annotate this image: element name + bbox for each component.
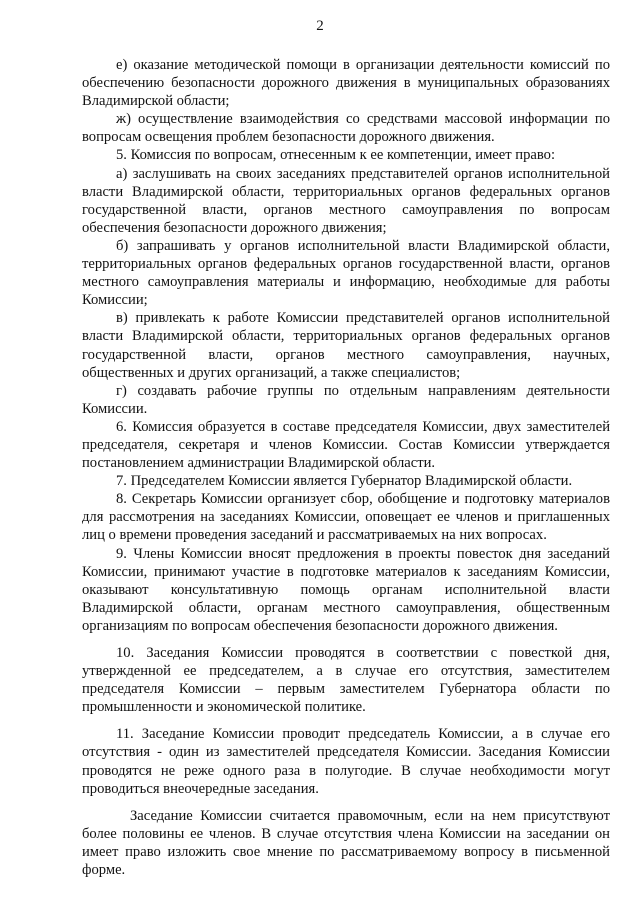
paragraph-5: 5. Комиссия по вопросам, отнесенным к ее компетенции, имеет право: bbox=[116, 147, 556, 164]
paragraph-5b: б) запрашивать у органов исполнительной власти Владимирской области, территориальных органов федеральных органов государственной власти, органов местного самоуправления материалы и информацию, необходимые для работы Комиссии; bbox=[82, 237, 610, 309]
document-body bbox=[82, 56, 610, 879]
paragraph-5v: в) привлекать к работе Комиссии представителей органов исполнительной власти Владимирской области, территориальных органов федеральных органов государственной власти, органов местного самоуправления, научных, общественных и других организаций, а также специалистов; bbox=[82, 310, 610, 381]
paragraph-9: 9. Члены Комиссии вносят предложения в проекты повесток дня заседаний Комиссии, принимают участие в подготовке материалов к заседаниям Комиссии, оказывают консультативную помощь органам исполнительной власти Владимирской области, органам местного самоуправления, общественным организациям по вопросам обеспечения безопасности дорожного движения. bbox=[82, 545, 610, 634]
paragraph-10: 10. Заседания Комиссии проводятся в соответствии с повесткой дня, утвержденной ее председателем, а в случае его отсутствия, заместителем председателя Комиссии – первым заместителем Губернатора области по промышленности и экономической политике. bbox=[82, 645, 610, 716]
paragraph-quorum: Заседание Комиссии считается правомочным, если на нем присутствуют более половины ее членов. В случае отсутствия члена Комиссии на заседании он имеет право изложить свое мнение по рассматриваемому вопросу в письменной форме. bbox=[82, 807, 610, 879]
paragraph-5a: а) заслушивать на своих заседаниях представителей органов исполнительной власти Владимирской области, территориальных органов федеральных органов государственной власти, органов местного самоуправления по вопросам обеспечения безопасности дорожного движения; bbox=[82, 165, 610, 236]
paragraph-zh: ж) осуществление взаимодействия со средствами массовой информации по вопросам освещения проблем безопасности дорожного движения. bbox=[82, 111, 610, 146]
paragraph-e: е) оказание методической помощи в организации деятельности комиссий по обеспечению безопасности дорожного движения в муниципальных образованиях Владимирской области; bbox=[82, 57, 610, 110]
paragraph-6: 6. Комиссия образуется в составе председателя Комиссии, двух заместителей председателя, секретаря и членов Комиссии. Состав Комиссии утверждается постановлением администрации Владимирской области. bbox=[82, 418, 610, 472]
paragraph-5g: г) создавать рабочие группы по отдельным направлениям деятельности Комиссии. bbox=[82, 382, 610, 417]
page-number: 2 bbox=[316, 18, 324, 34]
paragraph-11: 11. Заседание Комиссии проводит председатель Комиссии, а в случае его отсутствия - один из заместителей председателя Комиссии. Заседания Комиссии проводятся не реже одного раза в полугодие. В случае необходимости могут проводиться внеочередные заседания. bbox=[82, 726, 610, 797]
paragraph-7: 7. Председателем Комиссии является Губернатор Владимирской области. bbox=[116, 473, 573, 490]
paragraph-8: 8. Секретарь Комиссии организует сбор, обобщение и подготовку материалов для рассмотрения на заседаниях Комиссии, оповещает ее членов и приглашенных лиц о времени проведения заседаний и рассматриваемых на них вопросах. bbox=[82, 491, 610, 544]
